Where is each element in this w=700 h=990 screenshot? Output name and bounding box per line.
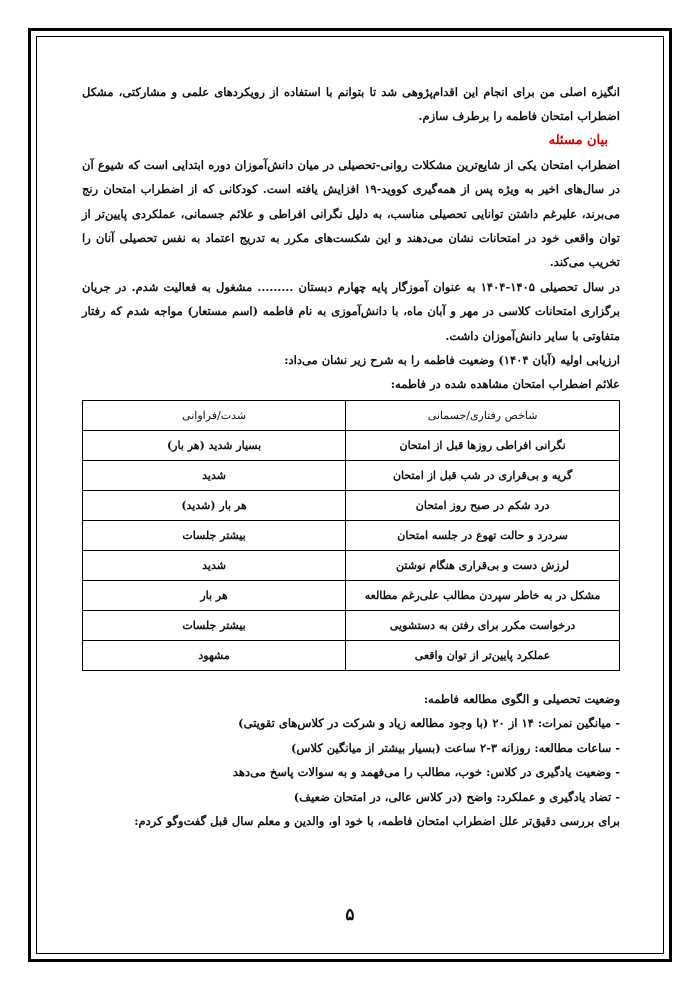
table-caption: علائم اضطراب امتحان مشاهده شده در فاطمه: xyxy=(390,377,620,392)
study-status-title: وضعیت تحصیلی و الگوی مطالعه فاطمه: xyxy=(423,691,620,706)
table-cell-severity: هر بار xyxy=(83,580,346,610)
table-cell-indicator: درخواست مکرر برای رفتن به دستشویی xyxy=(346,610,620,640)
intro-paragraph: انگیزه اصلی من برای انجام این اقدام‌پژوهی شد تا بتوانم با استفاده از رویکردهای علمی و مشارکتی، مشکل اضطراب امتحان فاطمه را برطرف سازم. xyxy=(82,85,620,124)
table-cell-indicator: لرزش دست و بی‌قراری هنگام نوشتن xyxy=(346,550,620,580)
table-header-row xyxy=(83,400,620,430)
section-heading: بیان مسئله xyxy=(548,132,608,148)
assessment-intro: ارزیابی اولیه (آبان ۱۴۰۴) وضعیت فاطمه را به شرح زیر نشان می‌داد: xyxy=(284,353,620,368)
table-cell-severity: شدید xyxy=(83,460,346,490)
problem-paragraph-1: اضطراب امتحان یکی از شایع‌ترین مشکلات روانی-تحصیلی در میان دانش‌آموزان دوره ابتدایی است که شیوع آن در سال‌های اخیر به ویژه پس از همه‌گیری کووید-۱۹ افزایش یافته است. کودکانی که از اضطراب امتحان رنج می‌برند، علیرغم داشتن توانایی تحصیلی مناسب، به دلیل نگرانی افراطی و علائم جسمانی، عملکردی پایین‌تر از توان واقعی خود در امتحانات نشان می‌دهند و این شکست‌های مکرر به تدریج اعتماد به نفس تحصیلی آنان را تخریب می‌کند. xyxy=(82,157,621,270)
table-row xyxy=(83,520,620,550)
table-header-indicator: شاخص رفتاری/جسمانی xyxy=(346,400,620,430)
page-content xyxy=(82,80,620,833)
table-cell-indicator: سردرد و حالت تهوع در جلسه امتحان xyxy=(346,520,620,550)
table-cell-severity: مشهود xyxy=(83,640,346,670)
study-item-contrast: - تضاد یادگیری و عملکرد: واضح (در کلاس عالی، در امتحان ضعیف) xyxy=(293,789,620,804)
table-cell-severity: بسیار شدید (هر بار) xyxy=(83,430,346,460)
table-row xyxy=(83,640,620,670)
table-row xyxy=(83,610,620,640)
table-cell-severity: بیشتر جلسات xyxy=(83,520,346,550)
closing-paragraph: برای بررسی دقیق‌تر علل اضطراب امتحان فاطمه، با خود او، والدین و معلم سال قبل گفت‌وگو کردم: xyxy=(134,813,620,828)
study-item-hours: - ساعات مطالعه: روزانه ۳-۲ ساعت (بسیار بیشتر از میانگین کلاس) xyxy=(290,740,620,755)
table-cell-indicator: عملکرد پایین‌تر از توان واقعی xyxy=(346,640,620,670)
table-header-severity: شدت/فراوانی xyxy=(83,400,346,430)
table-cell-severity: شدید xyxy=(83,550,346,580)
problem-paragraph-2: در سال تحصیلی ۱۴۰۵-۱۴۰۴ به عنوان آموزگار پایه چهارم دبستان ......... مشغول به فعالیت شدم. در جریان برگزاری امتحانات کلاسی در مهر و آبان ماه، با دانش‌آموزی به نام فاطمه (اسم مستعار) مواجه شدم که رفتار متفاوتی با سایر دانش‌آموزان داشت. xyxy=(82,279,621,343)
study-item-learning: - وضعیت یادگیری در کلاس: خوب، مطالب را می‌فهمد و به سوالات پاسخ می‌دهد xyxy=(232,765,620,780)
table-cell-indicator: گریه و بی‌قراری در شب قبل از امتحان xyxy=(346,460,620,490)
table-row xyxy=(83,460,620,490)
table-cell-severity: بیشتر جلسات xyxy=(83,610,346,640)
table-row xyxy=(83,430,620,460)
table-cell-indicator: نگرانی افراطی روزها قبل از امتحان xyxy=(346,430,620,460)
table-row xyxy=(83,580,620,610)
table-cell-indicator: درد شکم در صبح روز امتحان xyxy=(346,490,620,520)
table-cell-severity: هر بار (شدید) xyxy=(83,490,346,520)
study-item-grades: - میانگین نمرات: ۱۴ از ۲۰ (با وجود مطالعه زیاد و شرکت در کلاس‌های تقویتی) xyxy=(238,716,620,731)
table-cell-indicator: مشکل در به خاطر سپردن مطالب علی‌رغم مطالعه xyxy=(346,580,620,610)
page-number: ۵ xyxy=(345,905,355,925)
symptoms-table xyxy=(82,400,620,671)
table-row xyxy=(83,490,620,520)
table-row xyxy=(83,550,620,580)
